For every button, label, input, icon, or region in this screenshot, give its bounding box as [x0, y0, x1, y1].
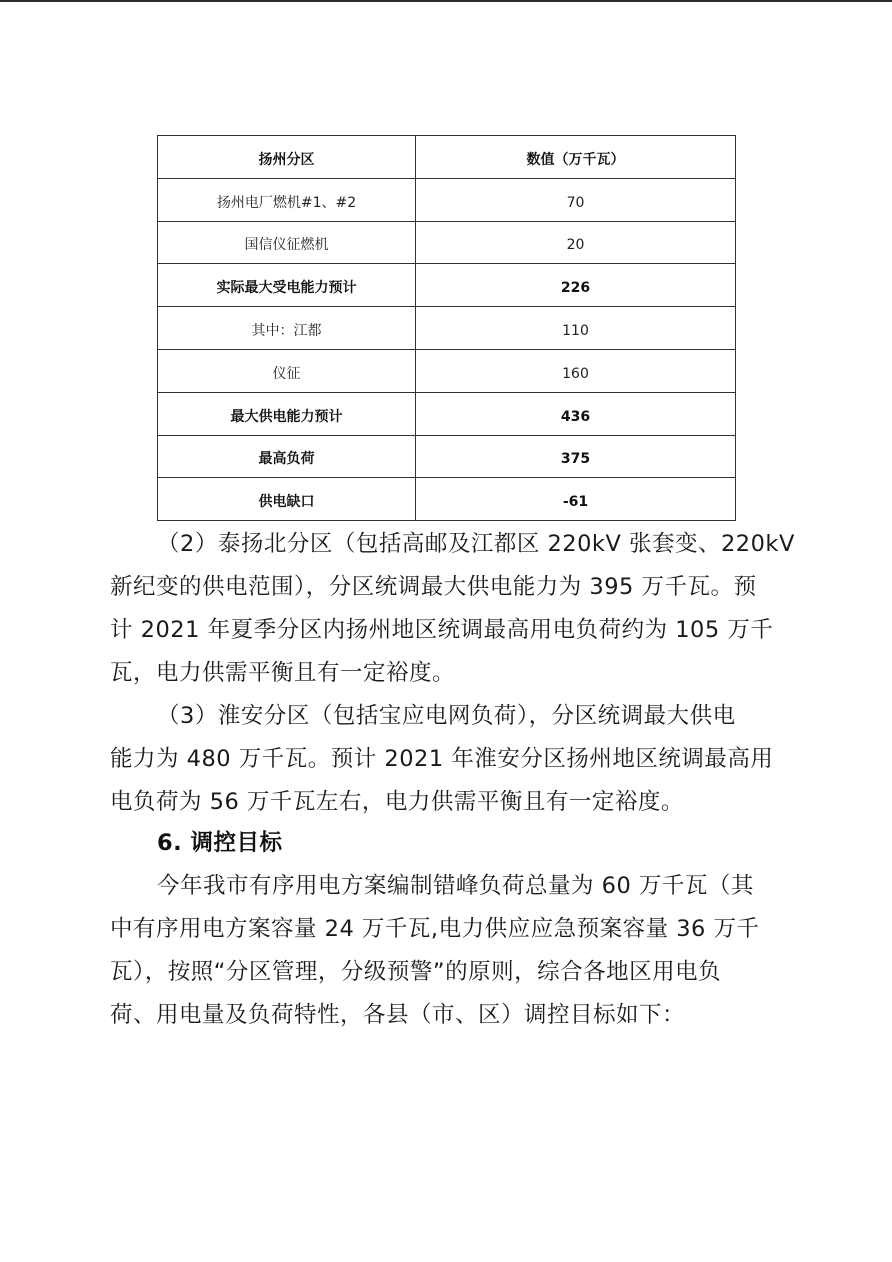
row-label: 实际最大受电能力预计	[216, 280, 357, 297]
table-header-cell	[158, 136, 416, 179]
table-cell-label	[158, 264, 416, 307]
paragraph-taiyangbei	[110, 523, 795, 695]
table-cell-value	[416, 349, 736, 392]
table-row	[158, 478, 736, 521]
text-line: 荷、用电量及负荷特性，各县（市、区）调控目标如下：	[110, 1002, 686, 1028]
table-row	[158, 349, 736, 392]
text-line: 能力为 480 万千瓦。预计 2021 年淮安分区扬州地区统调最高用	[110, 746, 774, 772]
table-header-cell	[416, 136, 736, 179]
table-row	[158, 392, 736, 435]
table-cell-label	[158, 392, 416, 435]
paragraph-huaian	[110, 695, 772, 824]
power-supply-table	[157, 135, 736, 521]
page-top-border	[0, 0, 892, 2]
table-cell-value	[416, 221, 736, 264]
row-label: 其中：江都	[251, 323, 322, 340]
table-cell-value	[416, 264, 736, 307]
table-row	[158, 435, 736, 478]
row-value: -61	[562, 494, 589, 511]
row-label: 最高负荷	[258, 451, 315, 468]
table-cell-value	[416, 307, 736, 350]
row-label: 最大供电能力预计	[230, 408, 343, 425]
table-row	[158, 307, 736, 350]
header-label-value: 数值（万千瓦）	[526, 151, 625, 168]
table-row	[158, 264, 736, 307]
section-heading: 6. 调控目标	[157, 830, 283, 856]
row-value: 70	[566, 194, 585, 211]
row-value: 20	[566, 237, 585, 254]
text-line: 瓦，电力供需平衡且有一定裕度。	[110, 660, 456, 686]
row-label: 国信仪征燃机	[244, 237, 329, 254]
table-cell-label	[158, 178, 416, 221]
table-cell-label	[158, 478, 416, 521]
table-cell-label	[158, 349, 416, 392]
row-value: 226	[560, 280, 591, 297]
row-value: 160	[562, 365, 589, 382]
paragraph-control-target	[110, 865, 772, 1037]
row-label: 供电缺口	[258, 494, 315, 511]
text-line: （2）泰扬北分区（包括高邮及江都区 220kV 张套变、220kV	[157, 531, 795, 557]
row-label: 扬州电厂燃机#1、#2	[216, 194, 357, 211]
text-line: 瓦），按照“分区管理，分级预警”的原则，综合各地区用电负	[110, 959, 722, 985]
text-line: 今年我市有序用电方案编制错峰负荷总量为 60 万千瓦（其	[157, 873, 754, 899]
row-value: 375	[560, 451, 591, 468]
row-value: 436	[560, 408, 591, 425]
table-row	[158, 178, 736, 221]
table-cell-value	[416, 178, 736, 221]
row-value: 110	[562, 323, 589, 340]
section-heading-block	[110, 822, 772, 865]
header-label-district: 扬州分区	[258, 151, 315, 168]
table-cell-value	[416, 478, 736, 521]
text-line: 计 2021 年夏季分区内扬州地区统调最高用电负荷约为 105 万千	[110, 617, 774, 643]
table-cell-label	[158, 435, 416, 478]
table-cell-label	[158, 221, 416, 264]
text-line: 中有序用电方案容量 24 万千瓦,电力供应应急预案容量 36 万千	[110, 916, 760, 942]
table-cell-value	[416, 392, 736, 435]
text-line: 电负荷为 56 万千瓦左右，电力供需平衡且有一定裕度。	[110, 789, 684, 815]
table-row	[158, 221, 736, 264]
row-label: 仪征	[272, 365, 301, 382]
table-cell-label	[158, 307, 416, 350]
text-line: 新纪变的供电范围），分区统调最大供电能力为 395 万千瓦。预	[110, 574, 757, 600]
table-header-row	[158, 136, 736, 179]
text-line: （3）淮安分区（包括宝应电网负荷），分区统调最大供电	[157, 703, 736, 729]
table-cell-value	[416, 435, 736, 478]
